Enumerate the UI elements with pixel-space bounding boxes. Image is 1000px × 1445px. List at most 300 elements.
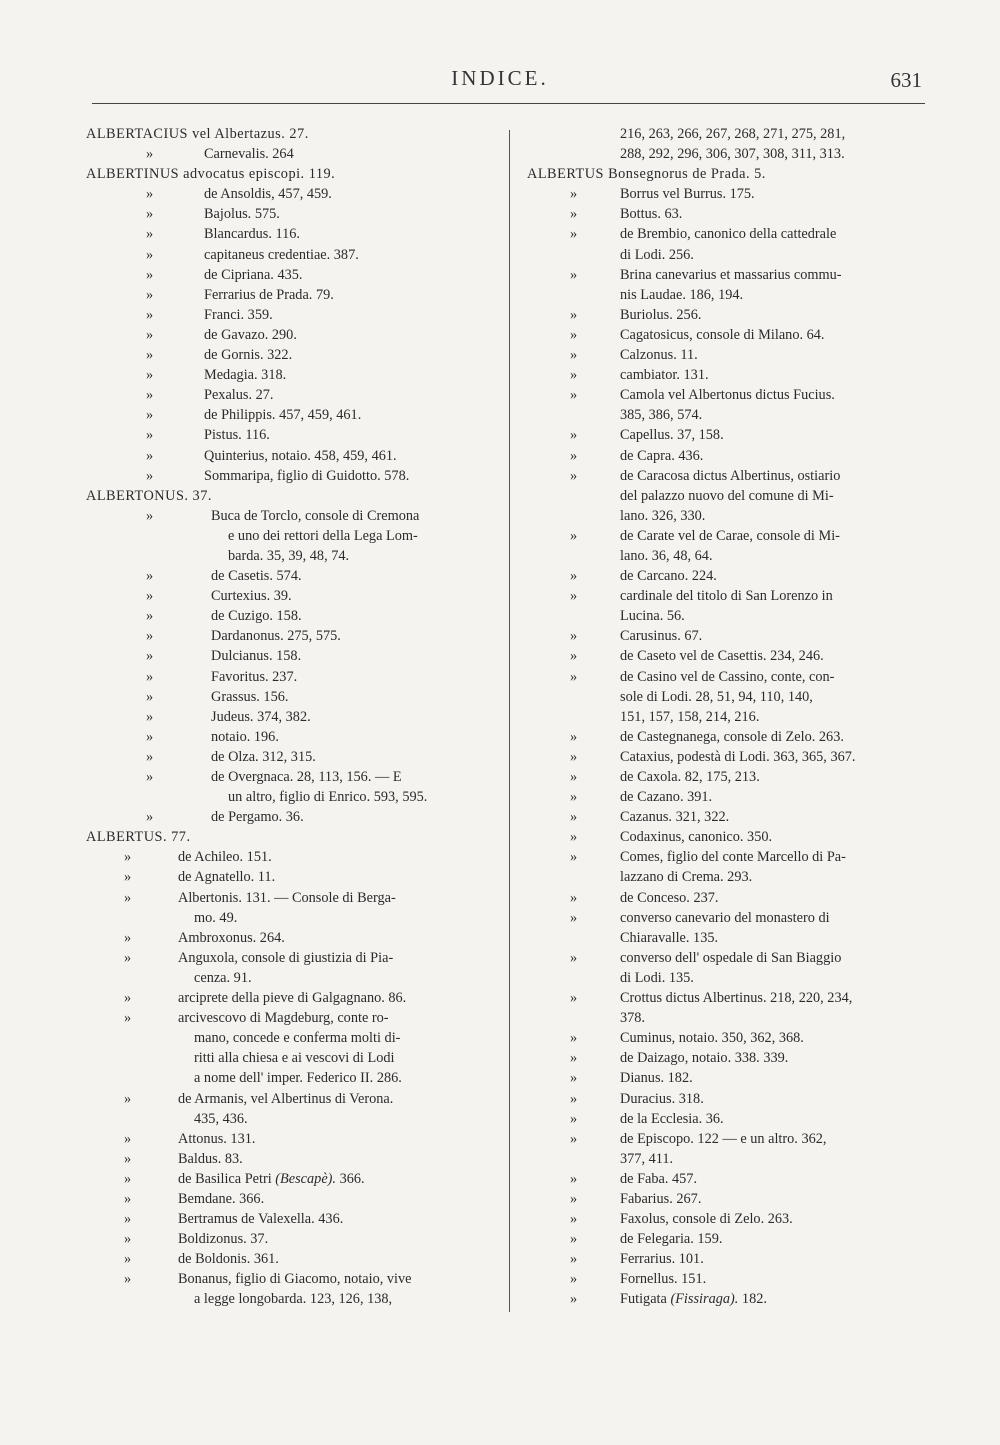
entry-body [620, 526, 840, 546]
ditto-mark: » [124, 1130, 132, 1147]
entry-text: Favoritus. 237. [211, 668, 298, 685]
entry-body [178, 1189, 264, 1209]
ditto-mark: » [570, 326, 578, 343]
entry-text: de Armanis, vel Albertinus di Verona. [178, 1090, 394, 1107]
ditto-mark: » [124, 990, 132, 1007]
entry-text: Bertramus de Valexella. 436. [178, 1211, 344, 1228]
ditto-mark: » [146, 769, 154, 785]
entry-body [204, 325, 297, 345]
entry-body [620, 667, 834, 687]
entry-body [204, 345, 292, 365]
ditto-mark: » [570, 387, 578, 404]
index-line [86, 345, 486, 365]
ditto-mark: » [570, 628, 578, 645]
entry-body [620, 566, 717, 586]
entry-text: Faxolus, console di Zelo. 263. [620, 1211, 793, 1228]
index-line [530, 626, 930, 646]
entry-body [620, 948, 841, 968]
column-divider [509, 130, 510, 1312]
index-line [86, 1289, 486, 1309]
index-line [530, 204, 930, 224]
index-line [86, 867, 486, 887]
index-line [86, 1129, 486, 1149]
entry-body [620, 807, 729, 827]
entry-body [620, 1089, 704, 1109]
entry-text: de Daizago, notaio. 338. 339. [620, 1050, 789, 1067]
entry-text: Buca de Torclo, console di Cremona [211, 507, 420, 524]
entry-body [620, 365, 709, 385]
ditto-mark: » [124, 1251, 132, 1268]
entry-text: a nome dell' imper. Federico II. 286. [194, 1070, 402, 1087]
ditto-mark: » [570, 648, 578, 665]
entry-body [211, 687, 288, 707]
ditto-mark: » [570, 427, 578, 444]
entry-body [620, 1048, 788, 1068]
entry-text: 377, 411. [620, 1150, 674, 1167]
entry-body [178, 1209, 343, 1229]
ditto-mark: » [124, 1190, 132, 1207]
ditto-mark: » [146, 186, 154, 203]
entry-body [211, 807, 304, 827]
entry-body [204, 405, 361, 425]
entry-body [194, 968, 252, 988]
entry-text: de Caracosa dictus Albertinus, ostiario [620, 467, 841, 484]
entry-body [178, 1229, 268, 1249]
index-line [530, 184, 930, 204]
entry-body [204, 385, 274, 405]
index-line [530, 305, 930, 325]
entry-body [620, 446, 703, 466]
index-line [530, 968, 930, 988]
ditto-mark: » [570, 1130, 578, 1147]
entry-body [178, 1008, 389, 1028]
ditto-mark: » [146, 608, 154, 625]
ditto-mark: » [570, 1291, 578, 1308]
ditto-mark: » [124, 949, 132, 966]
index-line [530, 506, 930, 526]
index-line [86, 1089, 486, 1109]
ditto-mark: » [146, 407, 154, 424]
ditto-mark: » [570, 206, 578, 223]
entry-text: de Pergamo. 36. [211, 809, 304, 826]
entry-text: Carnevalis. 264 [204, 146, 294, 163]
ditto-mark: » [146, 146, 154, 163]
index-line [530, 325, 930, 345]
entry-body [228, 526, 418, 546]
index-line [86, 305, 486, 325]
ditto-mark: » [570, 266, 578, 283]
entry-text: Calzonus. 11. [620, 347, 698, 364]
entry-text: cardinale del titolo di San Lorenzo in [620, 588, 833, 605]
entry-text: Medagia. 318. [204, 367, 287, 384]
index-line [86, 928, 486, 948]
entry-text: Lucina. 56. [620, 608, 685, 625]
entry-text: di Lodi. 256. [620, 246, 694, 263]
index-line [86, 847, 486, 867]
index-line [86, 506, 486, 526]
ditto-mark: » [146, 206, 154, 223]
entry-text: de Gornis. 322. [204, 347, 293, 364]
index-line [530, 1048, 930, 1068]
ditto-mark: » [570, 447, 578, 464]
index-line [530, 1129, 930, 1149]
index-line [530, 1068, 930, 1088]
index-line [530, 405, 930, 425]
index-line [86, 1149, 486, 1169]
entry-body [620, 888, 718, 908]
ditto-mark: » [570, 1110, 578, 1127]
ditto-mark: » [124, 1010, 132, 1027]
ditto-mark: » [146, 568, 154, 585]
entry-text: ALBERTUS Bonsegnorus de Prada. 5. [527, 166, 766, 183]
entry-text: Quinterius, notaio. 458, 459, 461. [204, 447, 397, 464]
index-line [86, 486, 486, 506]
index-line [86, 124, 486, 144]
entry-text: Dardanonus. 275, 575. [211, 628, 341, 645]
ditto-mark: » [146, 387, 154, 404]
entry-text: 216, 263, 266, 267, 268, 271, 275, 281, [620, 126, 846, 142]
entry-text: Judeus. 374, 382. [211, 708, 311, 725]
entry-text: de Brembio, canonico della cattedrale [620, 226, 837, 243]
ditto-mark: » [146, 688, 154, 705]
ditto-mark: » [570, 668, 578, 685]
index-line [86, 184, 486, 204]
ditto-mark: » [146, 246, 154, 263]
ditto-mark: » [570, 990, 578, 1007]
ditto-mark: » [570, 347, 578, 364]
entry-text: de Felegaria. 159. [620, 1231, 723, 1248]
index-line [86, 988, 486, 1008]
index-line [530, 888, 930, 908]
ditto-mark: » [146, 286, 154, 303]
entry-body [228, 546, 349, 566]
entry-body [178, 1129, 255, 1149]
ditto-mark: » [146, 306, 154, 323]
entry-text: di Lodi. 135. [620, 969, 694, 986]
index-line [86, 245, 486, 265]
index-line [530, 707, 930, 727]
entry-text: e uno dei rettori della Lega Lom- [228, 527, 418, 544]
entry-body [194, 1068, 402, 1088]
index-line [530, 385, 930, 405]
index-line [530, 1189, 930, 1209]
entry-text: de Gavazo. 290. [204, 326, 297, 343]
ditto-mark: » [146, 648, 154, 665]
index-line [530, 1169, 930, 1189]
index-line [530, 1028, 930, 1048]
entry-text: barda. 35, 39, 48, 74. [228, 547, 350, 564]
entry-body [620, 466, 840, 486]
index-line [86, 586, 486, 606]
index-line [530, 526, 930, 546]
index-line [530, 908, 930, 928]
index-line [530, 486, 930, 506]
entry-text: Bottus. 63. [620, 206, 683, 223]
entry-body [194, 908, 237, 928]
entry-body [620, 1109, 724, 1129]
ditto-mark: » [570, 829, 578, 846]
entry-text: Crottus dictus Albertinus. 218, 220, 234, [620, 990, 853, 1007]
ditto-mark: » [570, 1070, 578, 1087]
entry-text: Futigata (Fissiraga). 182. [620, 1291, 767, 1308]
entry-body [620, 1249, 704, 1269]
entry-body [620, 325, 825, 345]
index-line [86, 1008, 486, 1028]
ditto-mark: » [570, 467, 578, 484]
entry-text: Carusinus. 67. [620, 628, 703, 645]
entry-text: Cataxius, podestà di Lodi. 363, 365, 367. [620, 748, 856, 765]
index-line [86, 1229, 486, 1249]
index-line [86, 687, 486, 707]
ditto-mark: » [570, 186, 578, 203]
ditto-mark: » [146, 447, 154, 464]
entry-body [620, 687, 813, 707]
entry-text: Fabarius. 267. [620, 1190, 702, 1207]
index-line [86, 667, 486, 687]
entry-text: Buriolus. 256. [620, 306, 702, 323]
ditto-mark: » [570, 1251, 578, 1268]
ditto-mark: » [146, 326, 154, 343]
entry-body [204, 466, 409, 486]
entry-body [211, 707, 311, 727]
index-line [86, 707, 486, 727]
ditto-mark: » [146, 467, 154, 484]
ditto-mark: » [146, 588, 154, 605]
index-line [530, 425, 930, 445]
entry-text: de Philippis. 457, 459, 461. [204, 407, 362, 424]
entry-body [194, 1048, 395, 1068]
entry-text: de Olza. 312, 315. [211, 748, 316, 765]
entry-body [194, 1028, 400, 1048]
ditto-mark: » [570, 1170, 578, 1187]
left-column [86, 124, 486, 1310]
entry-body [620, 285, 743, 305]
entry-text: arciprete della pieve di Galgagnano. 86. [178, 990, 407, 1007]
entry-text: notaio. 196. [211, 728, 279, 745]
entry-body [620, 928, 718, 948]
entry-text: de Casetis. 574. [211, 568, 302, 585]
index-line [86, 144, 486, 164]
index-line [530, 285, 930, 305]
index-line [530, 606, 930, 626]
entry-body [194, 1109, 248, 1129]
entry-text: a legge longobarda. 123, 126, 138, [194, 1291, 393, 1308]
entry-text: cenza. 91. [194, 969, 252, 986]
index-line [86, 1269, 486, 1289]
entry-text: de Cazano. 391. [620, 789, 713, 806]
ditto-mark: » [146, 347, 154, 364]
entry-text: Codaxinus, canonico. 350. [620, 829, 773, 846]
index-line [530, 1209, 930, 1229]
entry-body [620, 867, 752, 887]
index-line [86, 546, 486, 566]
entry-text: de Episcopo. 122 — e un altro. 362, [620, 1130, 827, 1147]
index-line [530, 787, 930, 807]
entry-text: un altro, figlio di Enrico. 593, 595. [228, 789, 428, 806]
index-line [530, 566, 930, 586]
index-line [86, 807, 486, 827]
entry-text: Baldus. 83. [178, 1150, 243, 1167]
entry-text: Blancardus. 116. [204, 226, 300, 243]
index-line [86, 385, 486, 405]
entry-body [620, 265, 842, 285]
index-line [86, 265, 486, 285]
entry-body [620, 546, 713, 566]
entry-body [620, 1149, 673, 1169]
entry-text: de Conceso. 237. [620, 889, 719, 906]
entry-body [620, 184, 755, 204]
index-line [530, 727, 930, 747]
entry-text: Borrus vel Burrus. 175. [620, 186, 755, 203]
index-line [86, 224, 486, 244]
entry-text: lazzano di Crema. 293. [620, 869, 753, 886]
entry-body [211, 506, 419, 526]
entry-text: 385, 386, 574. [620, 407, 703, 424]
entry-text: lano. 36, 48, 64. [620, 547, 713, 564]
entry-body [194, 1289, 392, 1309]
entry-body [204, 245, 359, 265]
entry-text: Sommaripa, figlio di Guidotto. 578. [204, 467, 410, 484]
ditto-mark: » [146, 748, 154, 765]
entry-text: capitaneus credentiae. 387. [204, 246, 359, 263]
headword-entry [86, 486, 212, 506]
entry-text: cambiator. 131. [620, 367, 709, 384]
ditto-mark: » [146, 628, 154, 645]
index-line [86, 1068, 486, 1088]
index-line [530, 1249, 930, 1269]
ditto-mark: » [570, 769, 578, 785]
headword-entry [86, 164, 335, 184]
entry-body [620, 224, 836, 244]
ditto-mark: » [146, 367, 154, 384]
index-line [530, 1229, 930, 1249]
entry-text: Camola vel Albertonus dictus Fucius. [620, 387, 835, 404]
entry-text: Albertonis. 131. — Console di Berga- [178, 889, 396, 906]
entry-text: 378. [620, 1010, 646, 1027]
entry-text: de Overgnaca. 28, 113, 156. — E [211, 769, 402, 785]
header-rule [92, 103, 925, 104]
ditto-mark: » [124, 1150, 132, 1167]
index-line [530, 265, 930, 285]
entry-body [620, 124, 845, 144]
entry-text: de Caxola. 82, 175, 213. [620, 769, 760, 785]
entry-body [620, 345, 698, 365]
index-line [530, 1008, 930, 1028]
entry-body [620, 385, 835, 405]
index-line [86, 606, 486, 626]
index-line [530, 144, 930, 164]
entry-body [620, 1209, 793, 1229]
entry-body [204, 184, 332, 204]
entry-body [178, 1249, 279, 1269]
entry-text: Bonanus, figlio di Giacomo, notaio, vive [178, 1271, 412, 1288]
entry-text: Boldizonus. 37. [178, 1231, 269, 1248]
ditto-mark: » [570, 1211, 578, 1228]
index-line [86, 204, 486, 224]
entry-body [178, 1169, 365, 1189]
ditto-mark: » [124, 929, 132, 946]
entry-text: Anguxola, console di giustizia di Pia- [178, 949, 394, 966]
page-number: 631 [890, 68, 922, 92]
entry-text: Ambroxonus. 264. [178, 929, 285, 946]
ditto-mark: » [570, 588, 578, 605]
entry-body [620, 1229, 722, 1249]
index-line [530, 867, 930, 887]
index-line [86, 325, 486, 345]
ditto-mark: » [570, 728, 578, 745]
entry-body [204, 446, 397, 466]
index-line [530, 807, 930, 827]
index-line [86, 405, 486, 425]
entry-body [620, 646, 824, 666]
entry-body [178, 1149, 243, 1169]
entry-text: de Cuzigo. 158. [211, 608, 302, 625]
entry-italic: (Bescapè). [275, 1170, 337, 1187]
index-line [86, 425, 486, 445]
entry-text: Ferrarius. 101. [620, 1251, 704, 1268]
ditto-mark: » [570, 789, 578, 806]
page-title: INDICE. [451, 66, 549, 90]
index-line [530, 546, 930, 566]
entry-text: de Carcano. 224. [620, 568, 717, 585]
entry-body [178, 928, 285, 948]
entry-text: 288, 292, 296, 306, 307, 308, 311, 313. [620, 146, 845, 163]
index-line [530, 767, 930, 787]
ditto-mark: » [146, 708, 154, 725]
ditto-mark: » [124, 1271, 132, 1288]
ditto-mark: » [570, 909, 578, 926]
entry-body [620, 1028, 804, 1048]
entry-body [211, 626, 341, 646]
ditto-mark: » [146, 668, 154, 685]
index-line [86, 908, 486, 928]
index-line [530, 667, 930, 687]
entry-body [620, 1008, 645, 1028]
entry-text: Ferrarius de Prada. 79. [204, 286, 334, 303]
ditto-mark: » [570, 306, 578, 323]
index-line [86, 948, 486, 968]
entry-text: Duracius. 318. [620, 1090, 704, 1107]
entry-text: mano, concede e conferma molti di- [194, 1030, 401, 1047]
index-line [530, 827, 930, 847]
index-line [530, 988, 930, 1008]
entry-text: Grassus. 156. [211, 688, 289, 705]
entry-text: Cuminus, notaio. 350, 362, 368. [620, 1030, 804, 1047]
entry-body [204, 425, 270, 445]
entry-text: ritti alla chiesa e ai vescovi di Lodi [194, 1050, 395, 1067]
ditto-mark: » [124, 1231, 132, 1248]
entry-body [620, 486, 834, 506]
entry-body [178, 988, 406, 1008]
index-line [530, 446, 930, 466]
entry-body [620, 827, 772, 847]
entry-text: de Agnatello. 11. [178, 869, 276, 886]
index-line [530, 646, 930, 666]
index-line [530, 687, 930, 707]
ditto-mark: » [570, 889, 578, 906]
entry-text: Cazanus. 321, 322. [620, 809, 730, 826]
ditto-mark: » [146, 809, 154, 826]
ditto-mark: » [124, 1090, 132, 1107]
index-line [86, 626, 486, 646]
headword-entry [86, 827, 191, 847]
entry-text: ALBERTACIUS vel Albertazus. 27. [86, 126, 309, 142]
index-line [530, 345, 930, 365]
entry-body [620, 405, 702, 425]
entry-body [204, 204, 280, 224]
entry-text: nis Laudae. 186, 194. [620, 286, 744, 303]
index-line [530, 1289, 930, 1309]
